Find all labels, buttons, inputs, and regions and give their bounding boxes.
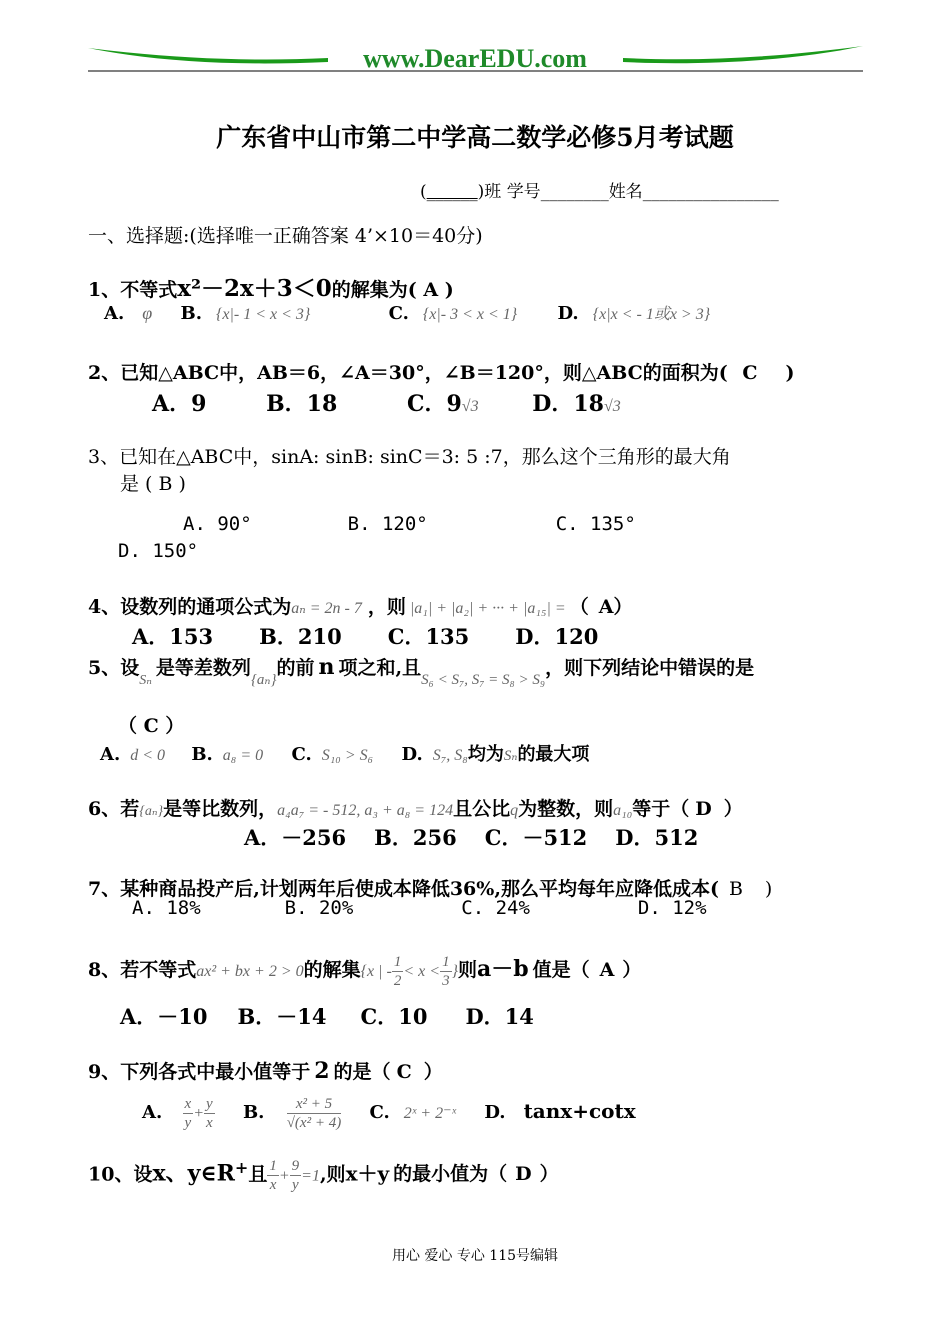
- student-info-line: (______)班 学号________姓名________________: [420, 182, 779, 202]
- answer: B: [728, 878, 743, 900]
- question-7-options: A. 18% B. 20% C. 24% D. 12%: [132, 897, 707, 919]
- question-8-options: A．－10 B．－14 C．10 D．14: [120, 1004, 534, 1029]
- question-10: 10、设x、y∈R+且 $\frac{1}{x}$ + $\frac{9}{y}$ =1,则x＋y 的最小值为（ D ）: [88, 1157, 559, 1193]
- question-9-options: A. $\frac{x}{y}$ + $\frac{y}{x}$ B. $\frac{\text{x² + 5}}{\text{√(x² + 4)}}$ C. 2ˣ + 2⁻ˣ D. tanx+cotx: [142, 1095, 636, 1131]
- id-blank[interactable]: ________: [540, 182, 609, 202]
- question-3: 3、已知在△ABC中，sinA: sinB: sinC＝3: 5 :7，那么这个三角形的最大角 是 ( B ): [88, 446, 731, 495]
- left-swoosh: [88, 48, 328, 63]
- exam-title: 广东省中山市第二中学高二数学必修5月考试题: [216, 123, 734, 152]
- section-heading: 一、选择题:(选择唯一正确答案 4’×10＝40分): [88, 225, 483, 247]
- question-2: 2、已知△ABC中，AB＝6，∠A＝30°，∠B＝120°，则△ABC的面积为( C ): [88, 362, 795, 384]
- question-5: 5、设$_{S_n}$是等差数列$_{\{a_n\}}$的前 n 项之和,且$_{S_6 < S_7, S_7 = S_8 > S_9}$，则下列结论中错误的是: [88, 654, 755, 688]
- question-1-options: A. φ B. {x|- 1 < x < 3} C. {x|- 3 < x < 1} D. {x|x < - 1或x > 3}: [104, 303, 711, 324]
- question-9: 9、下列各式中最小值等于 2 的是（ C ）: [88, 1058, 443, 1084]
- answer: A: [423, 279, 439, 301]
- right-swoosh: [623, 46, 863, 63]
- question-5-options: A. d < 0 B. a₈ = 0 C. S₁₀ > S₆ D. S₇, S₈均为Sₙ的最大项: [100, 744, 590, 765]
- answer: A: [598, 596, 614, 618]
- class-blank[interactable]: ______: [426, 182, 478, 202]
- question-3-options-row1: A. 90° B. 120° C. 135°: [183, 513, 636, 535]
- question-6-options: A．－256 B．256 C．－512 D．512: [244, 825, 699, 850]
- question-2-options: A．9 B．18 C．9√3 D．18√3: [152, 391, 621, 417]
- question-7: 7、某种商品投产后,计划两年后使成本降低36%,那么平均每年应降低成本( B ): [88, 878, 773, 900]
- question-4: 4、设数列的通项公式为aₙ = 2n - 7 ，则 |a₁| + |a₂| + ··· + |a₁₅| = （ A）: [88, 596, 633, 618]
- question-6: 6、若{aₙ}是等比数列，a₄a₇ = - 512, a₃ + a₈ = 124且公比q为整数，则a₁₀等于（ D ）: [88, 798, 743, 820]
- question-5-answer: （ C ）: [118, 715, 185, 737]
- answer: C: [396, 1061, 412, 1083]
- header-logo-banner: [88, 40, 863, 72]
- answer: D: [695, 798, 712, 820]
- question-4-options: A．153 B．210 C．135 D．120: [132, 624, 599, 649]
- answer: D: [515, 1163, 532, 1186]
- page-footer: 用心 爱心 专心 115号编辑: [391, 1248, 559, 1264]
- question-8: 8、若不等式ax² + bx + 2 > 0的解集{x | - $\frac{1}{2}$ < x < $\frac{1}{3}$ }则a－b 值是（ A ）: [88, 953, 642, 989]
- answer: C: [742, 362, 758, 384]
- answer: A: [599, 959, 615, 981]
- question-1: 1、不等式x²－2x＋3＜0的解集为( A ): [88, 275, 454, 302]
- name-blank[interactable]: ________________: [642, 182, 779, 202]
- site-logo-text: www.DearEDU.com: [363, 44, 587, 72]
- question-3-options-row2: D. 150°: [118, 540, 199, 562]
